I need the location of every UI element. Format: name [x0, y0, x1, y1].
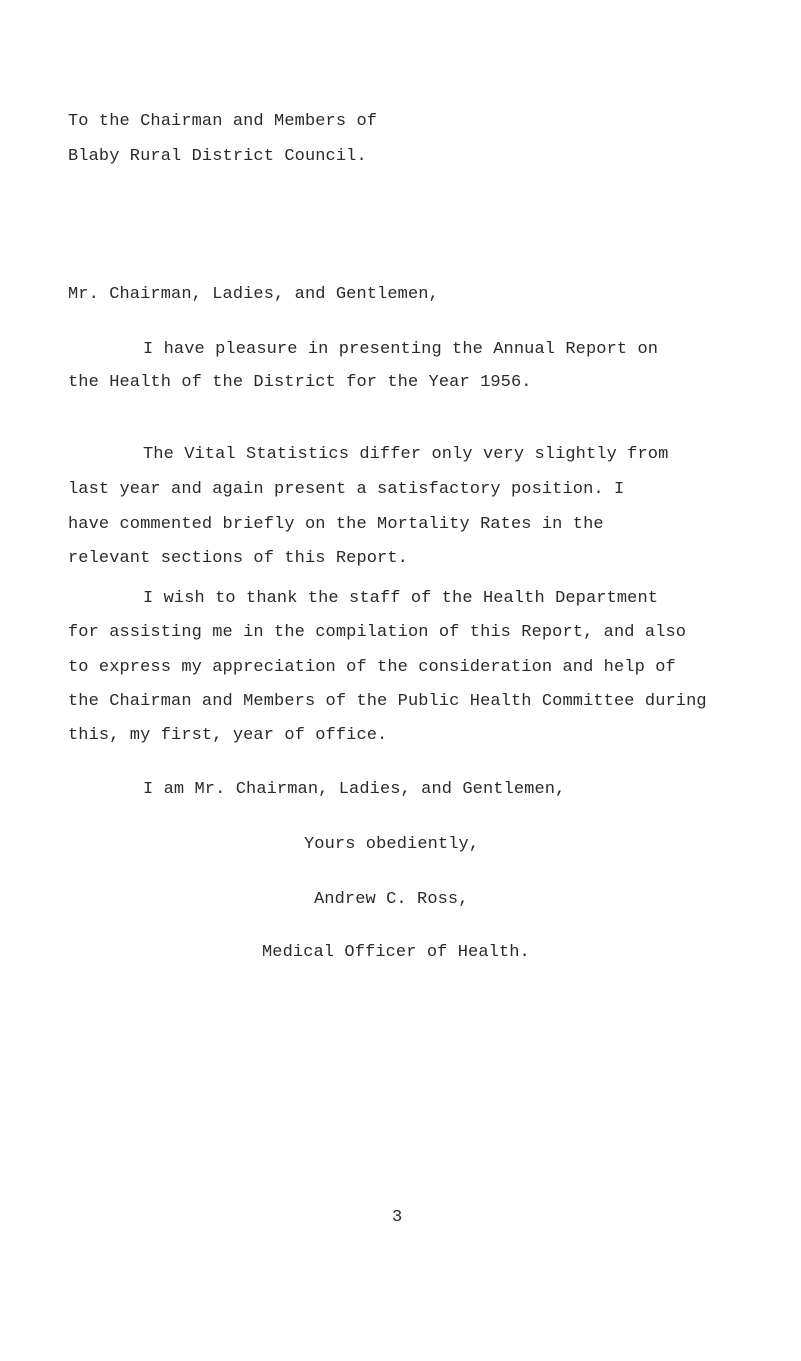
paragraph-line: the Health of the District for the Year 1956.: [68, 373, 532, 392]
paragraph-line: have commented briefly on the Mortality Rates in the: [68, 515, 604, 534]
closing-line: I am Mr. Chairman, Ladies, and Gentlemen,: [143, 780, 566, 799]
paragraph-line: for assisting me in the compilation of this Report, and also: [68, 623, 687, 642]
salutation: Mr. Chairman, Ladies, and Gentlemen,: [68, 285, 439, 304]
address-line-1: To the Chairman and Members of: [68, 112, 378, 131]
paragraph-line: the Chairman and Members of the Public Health Committee during: [68, 692, 707, 711]
page-number: 3: [392, 1208, 403, 1227]
sign-off: Yours obediently,: [304, 835, 480, 854]
signatory-title: Medical Officer of Health.: [262, 943, 530, 962]
paragraph-line: last year and again present a satisfactory position. I: [68, 480, 625, 499]
address-line-2: Blaby Rural District Council.: [68, 147, 367, 166]
signatory-name: Andrew C. Ross,: [314, 890, 469, 909]
paragraph-line: this, my first, year of office.: [68, 726, 388, 745]
paragraph-line: relevant sections of this Report.: [68, 549, 408, 568]
paragraph-line: I wish to thank the staff of the Health Department: [143, 589, 659, 608]
paragraph-line: I have pleasure in presenting the Annual Report on: [143, 340, 659, 359]
paragraph-line: to express my appreciation of the consideration and help of: [68, 658, 676, 677]
paragraph-line: The Vital Statistics differ only very slightly from: [143, 445, 669, 464]
